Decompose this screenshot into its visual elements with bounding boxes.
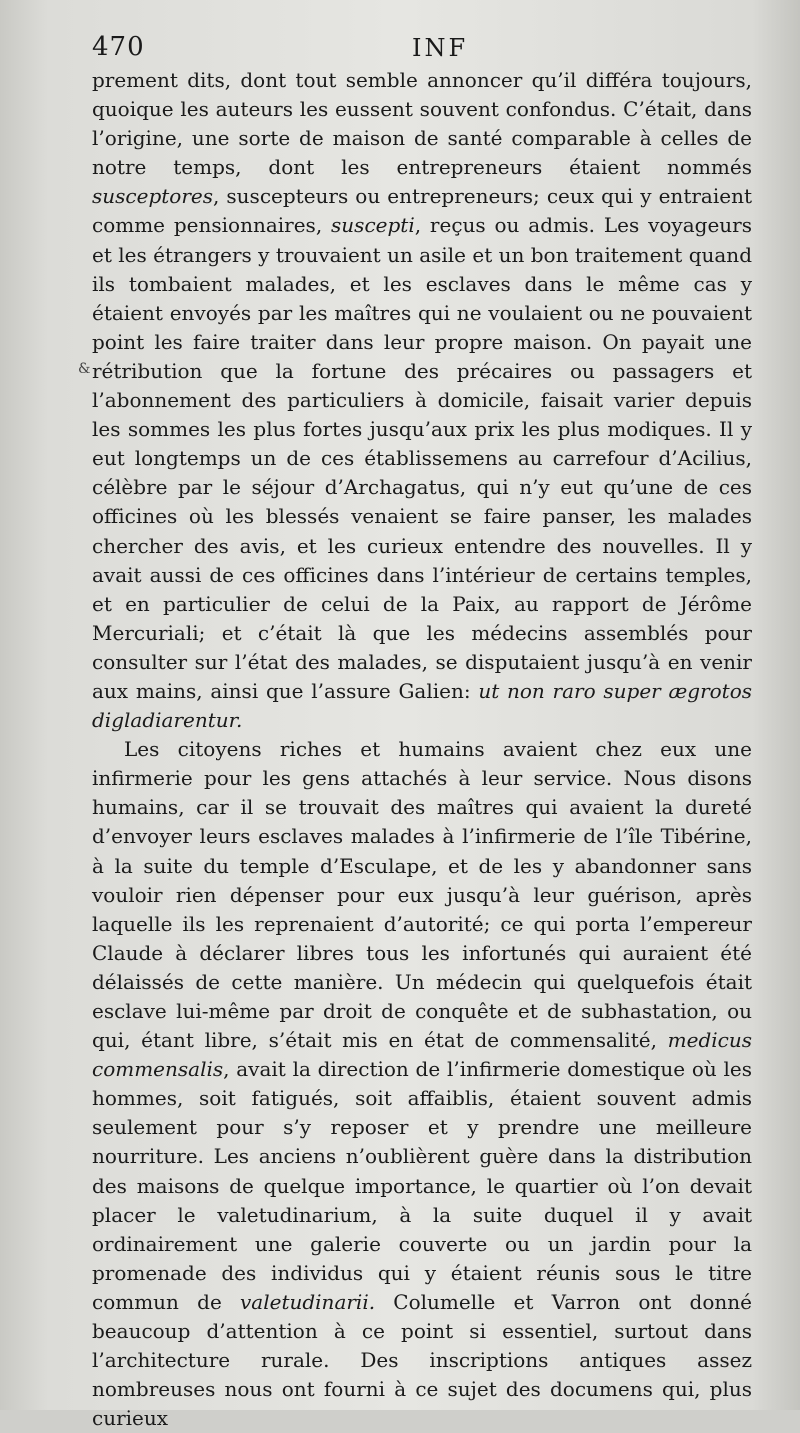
text-run: prement dits, dont tout semble annoncer qu’il différa toujours, quoique les auteurs les eussent souvent confondus. C’était, dans l’origine, une sorte de maison de santé comparable à celles de notre temps, dont les entrepreneurs étaient nommés xyxy=(92,68,752,180)
running-head: INF xyxy=(412,34,469,62)
page-header xyxy=(92,32,752,68)
paragraph-2 xyxy=(92,735,752,1433)
italic-text: medicus commensalis xyxy=(92,1028,752,1082)
text-run: Columelle et Varron ont donné beaucoup d’attention à ce point si essentiel, surtout dans l’architecture rurale. Des inscriptions antiques assez nombreuses nous ont fourni à ce sujet des documens qui, plus curieux xyxy=(92,1289,752,1431)
italic-text: valetudinarii. xyxy=(239,1289,376,1314)
text-run: , reçus ou admis. Les voyageurs et les étrangers y trouvaient un asile et un bon traitement quand ils tombaient malades, et les esclaves dans le même cas y étaient envoyés par les maîtres qui ne voulaient ou ne pouvaient point les faire traiter dans leur propre maison. On payait une rétribution que la fortune des précaires ou passagers et l’abonnement des particuliers à domicile, faisait varier depuis les sommes les plus fortes jusqu’aux prix les plus modiques. Il y eut longtemps un de ces établissemens au carrefour d’Acilius, célèbre par le séjour d’Archagatus, qui n’y eut qu’une de ces officines où les blessés venaient se faire panser, les malades chercher des avis, et les curieux entendre des nouvelles. Il y avait aussi de ces officines dans l’intérieur de certains temples, et en particulier de celui de la Paix, au rapport de Jérôme Mercuriali; et c’était là que les médecins assemblés pour consulter sur l’état des malades, se disputaient jusqu’à en venir aux mains, ainsi que l’assure Galien: xyxy=(92,213,752,703)
page-number: 470 xyxy=(92,32,145,62)
margin-mark: & xyxy=(78,361,91,377)
text-run: , avait la direction de l’infirmerie domestique où les hommes, soit fatigués, soit affaiblis, étaient souvent admis seulement pour s’y reposer et y prendre une meilleure nourriture. Les anciens n’oublièrent guère dans la distribution des maisons de quelque importance, le quartier où l’on devait placer le valetudinarium, à la suite duquel il y avait ordinairement une galerie couverte ou un jardin pour la promenade des individus qui y étaient réunis sous le titre commun de xyxy=(92,1057,752,1314)
text-run: , suscepteurs ou entrepreneurs; ceux qui y entraient comme pensionnaires, xyxy=(92,184,752,238)
italic-text: susceptores xyxy=(92,184,213,209)
body-text xyxy=(92,66,752,1433)
italic-text: suscepti xyxy=(331,213,415,238)
paragraph-1 xyxy=(92,66,752,735)
italic-text: ut non raro super ægrotos digladiarentur. xyxy=(92,678,753,733)
text-run: Les citoyens riches et humains avaient chez eux une infirmerie pour les gens attachés à leur service. Nous disons humains, car il se trouvait des maîtres qui avaient la dureté d’envoyer leurs esclaves malades à l’infirmerie de l’île Tibérine, à la suite du temple d’Esculape, et de les y abandonner sans vouloir rien dépenser pour eux jusqu’à leur guérison, après laquelle ils les reprenaient d’autorité; ce qui porta l’empereur Claude à déclarer libres tous les infortunés qui auraient été délaissés de cette manière. Un médecin qui quelquefois était esclave lui-même par droit de conquête et de subhastation, ou qui, étant libre, s’était mis en état de commensalité, xyxy=(92,737,752,1053)
